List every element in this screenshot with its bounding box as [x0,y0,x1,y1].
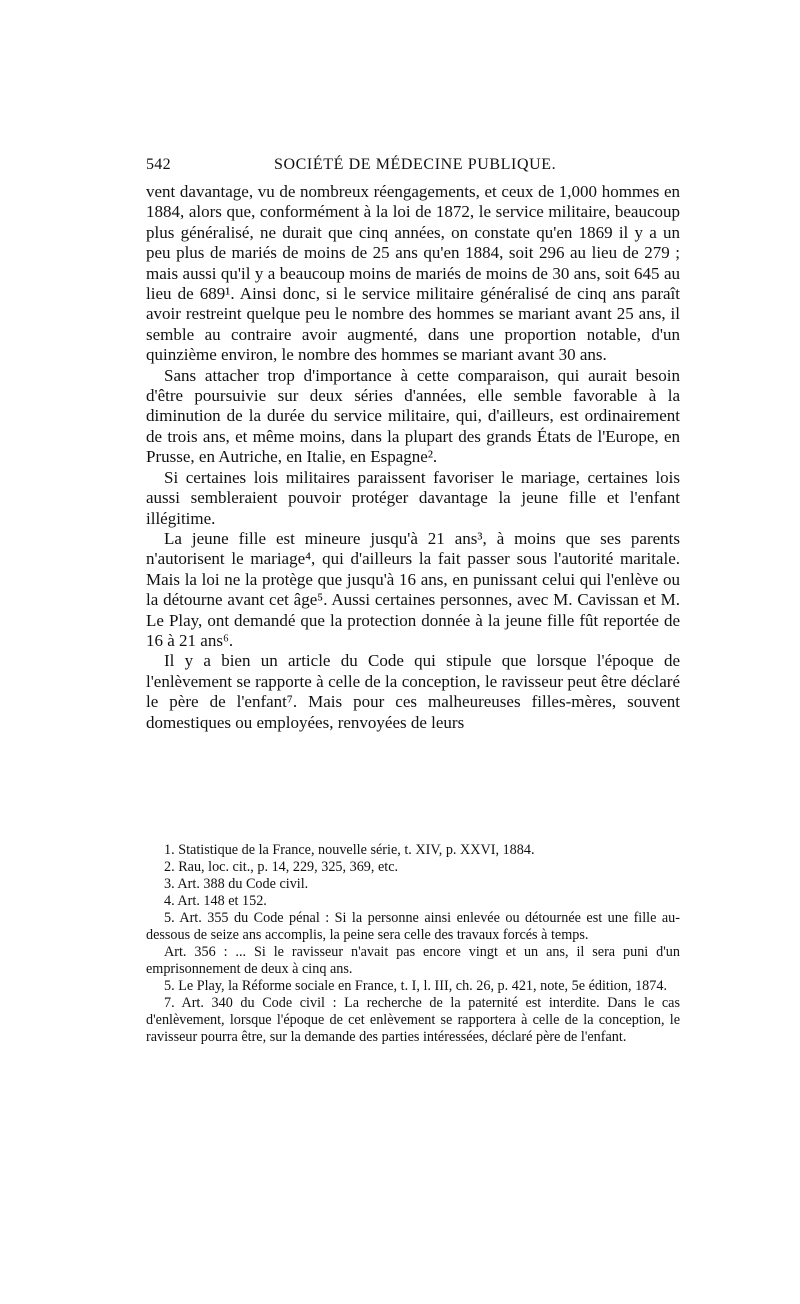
footnote-5-continued: Art. 356 : ... Si le ravisseur n'avait pas encore vingt et un ans, il sera puni d'un emprisonnement de deux à cinq ans. [146,944,680,977]
footnote-2: 2. Rau, loc. cit., p. 14, 229, 325, 369, etc. [164,859,399,875]
page-header [146,152,680,182]
footnote-1: 1. Statistique de la France, nouvelle série, t. XIV, p. XXVI, 1884. [164,842,535,858]
running-title: SOCIÉTÉ DE MÉDECINE PUBLIQUE. [274,156,557,173]
book-page [146,152,680,1045]
paragraph-3: Si certaines lois militaires paraissent favoriser le mariage, certaines lois aussi sembleraient pouvoir protéger davantage la jeune fille et l'enfant illégitime. [146,467,680,528]
main-text [146,182,680,733]
footnote-3: 3. Art. 388 du Code civil. [164,876,309,892]
page-number: 542 [146,156,171,173]
paragraph-5: Il y a bien un article du Code qui stipule que lorsque l'époque de l'enlèvement se rapporte à celle de la conception, le ravisseur peut être déclaré le père de l'enfant⁷. Mais pour ces malheureuses filles-mères, souvent domestiques ou employées, renvoyées de leurs [146,651,680,732]
paragraph-2: Sans attacher trop d'importance à cette comparaison, qui aurait besoin d'être poursuivie sur deux séries d'années, elle semble favorable à la diminution de la durée du service militaire, qui, d'ailleurs, est ordinairement de trois ans, et même moins, dans la plupart des grands États de l'Europe, en Prusse, en Autriche, en Italie, en Espagne². [146,365,680,467]
paragraph-1: vent davantage, vu de nombreux réengagements, et ceux de 1,000 hommes en 1884, alors que, conformément à la loi de 1872, le service militaire, beaucoup plus généralisé, ne durait que cinq années, on constate qu'en 1869 il y a un peu plus de mariés de moins de 25 ans qu'en 1884, soit 296 au lieu de 279 ; mais aussi qu'il y a beaucoup moins de mariés de moins de 30 ans, soit 645 au lieu de 689¹. Ainsi donc, si le service militaire généralisé de cinq ans paraît avoir restreint quelque peu le nombre des hommes se mariant avant 25 ans, il semble au contraire avoir augmenté, dans une proportion notable, d'un quinzième environ, le nombre des hommes se mariant avant 30 ans. [146,182,680,365]
footnote-6: 5. Le Play, la Réforme sociale en France, t. I, l. III, ch. 26, p. 421, note, 5e édition, 1874. [164,978,667,994]
footnote-5: 5. Art. 355 du Code pénal : Si la personne ainsi enlevée ou détournée est une fille au-dessous de seize ans accomplis, la peine sera celle des travaux forcés à temps. [146,910,680,943]
paragraph-4: La jeune fille est mineure jusqu'à 21 ans³, à moins que ses parents n'autorisent le mariage⁴, qui d'ailleurs la fait passer sous l'autorité maritale. Mais la loi ne la protège que jusqu'à 16 ans, en punissant celui qui l'enlève ou la détourne avant cet âge⁵. Aussi certaines personnes, avec M. Cavissan et M. Le Play, ont demandé que la protection donnée à la jeune fille fût reportée de 16 à 21 ans⁶. [146,528,680,650]
footnote-7: 7. Art. 340 du Code civil : La recherche de la paternité est interdite. Dans le cas d'enlèvement, lorsque l'époque de cet enlèvement se rapportera à celle de la conception, le ravisseur pourra être, sur la demande des parties intéressées, déclaré père de l'enfant. [146,995,680,1045]
footnotes [146,842,680,1046]
footnote-4: 4. Art. 148 et 152. [164,893,267,909]
